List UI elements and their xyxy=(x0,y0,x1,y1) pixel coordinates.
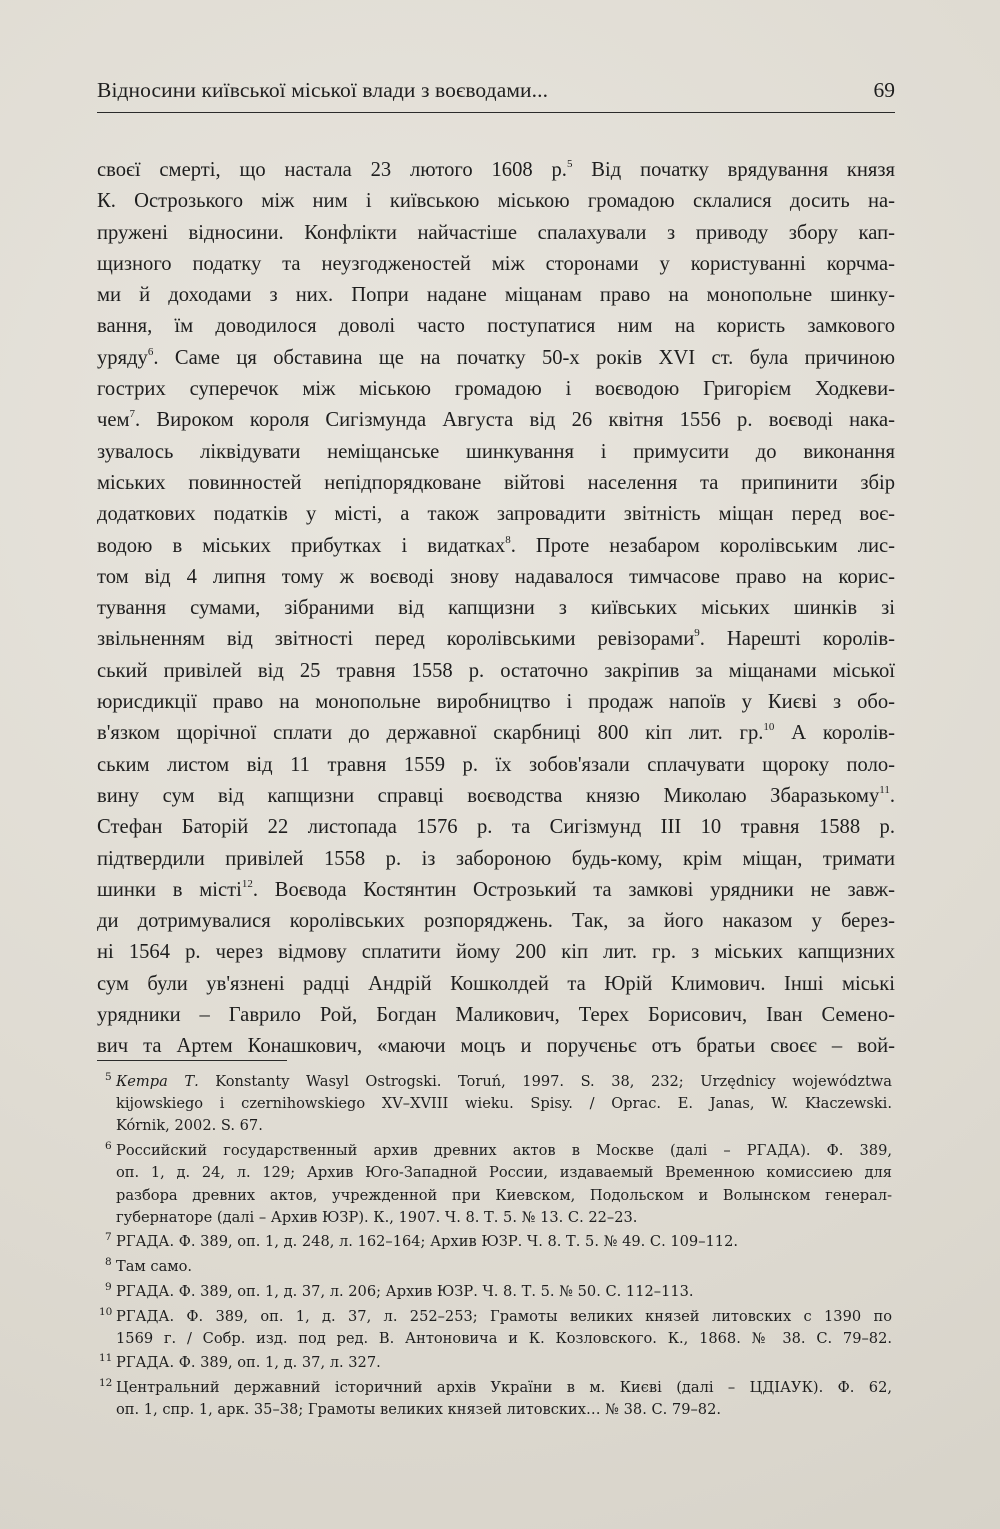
footnote-line: kijowskiego i czernihowskiego XV–XVIII wieku. Spisy. / Oprac. E. Janas, W. Kłaczewski. xyxy=(116,1095,892,1113)
footnote-line: РГАДА. Ф. 389, оп. 1, д. 37, л. 206; Архив ЮЗР. Ч. 8. Т. 5. № 50. С. 112–113. xyxy=(116,1282,694,1300)
footnote-line: оп. 1, спр. 1, арк. 35–38; Грамоты великих князей литовских… № 38. С. 79–82. xyxy=(116,1401,721,1419)
footnote-divider xyxy=(97,1060,287,1061)
footnote-line: губернаторе (далі – Архив ЮЗР). К., 1907. Ч. 8. Т. 5. № 13. С. 22–23. xyxy=(116,1208,638,1226)
footnote-number: 7 xyxy=(105,1231,112,1244)
footnote-ref[interactable]: 12 xyxy=(241,877,253,890)
text-line: своєї смерті, що настала 23 лютого 1608 р.$^5$ Від початку врядування князя xyxy=(97,158,895,181)
footnote-number: 12 xyxy=(99,1377,113,1390)
footnote-11 xyxy=(97,1352,892,1374)
text-line: чем$^7$. Вироком короля Сигізмунда Августа від 26 квітня 1556 р. воєводі нака- xyxy=(97,408,895,432)
footnote-line: оп. 1, д. 24, л. 129; Архив Юго-Западной России, издаваемый Временною комиссиею для xyxy=(116,1164,892,1182)
footnote-ref[interactable]: 9 xyxy=(694,627,700,640)
text-line: вання, їм доводилося доволі часто поступатися ним на користь замкового xyxy=(97,315,895,338)
text-line: пружені відносини. Конфлікти найчастіше спалахували з приводу збору кап- xyxy=(97,221,895,244)
footnote-line: Там само. xyxy=(116,1258,193,1276)
footnotes xyxy=(97,1071,892,1424)
footnote-ref[interactable]: 10 xyxy=(763,721,775,734)
text-line: в'язком щорічної сплати до державної скарбниці 800 кіп лит. гр.$^{10}$ А королів- xyxy=(97,721,896,745)
footnote-line: Центральний державний історичний архів України в м. Києві (далі – ЦДІАУК). Ф. 62, xyxy=(116,1379,892,1397)
main-text xyxy=(97,155,895,1063)
footnote-5 xyxy=(97,1071,892,1138)
footnote-ref[interactable]: 7 xyxy=(129,408,136,421)
text-line: том від 4 липня тому ж воєводі знову надавалося тимчасове право на корис- xyxy=(97,565,895,588)
text-line: зувалось ліквідувати неміщанське шинкування і примусити до виконання xyxy=(97,440,895,463)
footnote-line: разбора древних актов, учрежденной при Киевском, Подольском и Волынском генерал- xyxy=(116,1186,892,1204)
footnote-7 xyxy=(97,1231,892,1253)
text-line: ми й доходами з них. Попри надане міщанам право на монопольне шинку- xyxy=(97,284,895,307)
text-line: міських повинностей непідпорядковане війтові населення та припинити збір xyxy=(97,471,895,494)
footnote-line: Kórnik, 2002. S. 67. xyxy=(116,1117,263,1135)
footnote-number: 5 xyxy=(105,1071,112,1083)
text-line: уряду$^6$. Саме ця обставина ще на початку 50-х років XVI ст. була причиною xyxy=(97,345,895,369)
text-line: ні 1564 р. через відмову сплатити йому 200 кіп лит. гр. з міських капщизних xyxy=(97,941,895,964)
footnote-ref[interactable]: 5 xyxy=(566,158,573,170)
text-line: тування сумами, зібраними від капщизни з київських міських шинків зі xyxy=(97,597,895,620)
text-line: ди дотримувалися королівських розпоряджень. Так, за його наказом у берез- xyxy=(97,910,895,933)
text-line: гострих суперечок між міською громадою і воєводою Григорієм Ходкеви- xyxy=(97,378,895,401)
footnote-line: РГАДА. Ф. 389, оп. 1, д. 248, л. 162–164; Архив ЮЗР. Ч. 8. Т. 5. № 49. С. 109–112. xyxy=(116,1233,739,1251)
footnote-9 xyxy=(97,1281,892,1303)
footnote-line: 1569 г. / Собр. изд. под ред. В. Антоновича и К. Козловского. К., 1868. № 38. С. 79–82. xyxy=(116,1329,892,1347)
text-line: урядники – Гаврило Рой, Богдан Маликович, Терех Борисович, Іван Семено- xyxy=(97,1004,895,1027)
text-line: сум були ув'язнені радці Андрій Кошколдей та Юрій Климович. Інші міські xyxy=(97,972,895,995)
text-line: ським листом від 11 травня 1559 р. їх зобов'язали сплачувати щороку поло- xyxy=(97,753,895,776)
footnote-10 xyxy=(97,1306,892,1350)
text-line: підтвердили привілей 1558 р. із забороною будь-кому, крім міщан, тримати xyxy=(97,847,895,870)
text-line: водою в міських прибутках і видатках$^8$. Проте незабаром королівським лис- xyxy=(97,533,895,557)
footnote-number: 11 xyxy=(99,1352,113,1365)
footnote-number: 10 xyxy=(99,1305,113,1318)
footnote-line: РГАДА. Ф. 389, оп. 1, д. 37, л. 252–253; Грамоты великих князей литовских с 1390 по xyxy=(116,1307,892,1325)
footnote-number: 6 xyxy=(105,1140,112,1153)
text-line: К. Острозького між ним і київською міською громадою склалися досить на- xyxy=(97,190,895,213)
footnote-8 xyxy=(97,1256,892,1278)
text-line: шинки в місті$^{12}$. Воєвода Костянтин Острозький та замкові урядники не завж- xyxy=(97,877,895,901)
footnote-number: 8 xyxy=(105,1256,112,1269)
footnote-6 xyxy=(97,1140,892,1229)
text-line: щизного податку та неузгодженостей між сторонами у користуванні корчма- xyxy=(97,252,895,275)
footnote-line: РГАДА. Ф. 389, оп. 1, д. 37, л. 327. xyxy=(116,1354,381,1372)
footnote-line: Российский государственный архив древних актов в Москве (далі – РГАДА). Ф. 389, xyxy=(116,1142,892,1160)
text-line: вину сум від капщизни справці воєводства князю Миколаю Збаразькому$^{11}$. xyxy=(97,783,895,807)
page-number: 69 xyxy=(873,78,895,102)
footnote-number: 9 xyxy=(105,1280,112,1293)
footnote-line: Кетра Т. Konstanty Wasyl Ostrogski. Toruń, 1997. S. 38, 232; Urzędnicy województwa xyxy=(116,1073,893,1090)
text-line: вич та Артем Конашкович, «маючи моцъ и поручєньє отъ братьи своєє – вой- xyxy=(97,1035,895,1058)
footnote-ref[interactable]: 8 xyxy=(505,533,511,546)
text-line: звільненням від звітності перед королівськими ревізорами$^9$. Нарешті королів- xyxy=(97,627,895,651)
text-line: Стефан Баторій 22 листопада 1576 р. та Сигізмунд III 10 травня 1588 р. xyxy=(97,816,895,839)
footnote-12 xyxy=(97,1377,892,1421)
footnote-ref[interactable]: 6 xyxy=(147,345,154,358)
text-line: ський привілей від 25 травня 1558 р. остаточно закріпив за міщанами міської xyxy=(97,659,895,682)
running-header xyxy=(97,78,895,113)
text-line: юрисдикції право на монопольне виробництво і продаж напоїв у Києві з обо- xyxy=(97,691,895,714)
text-line: додаткових податків у місті, а також запровадити звітність міщан перед воє- xyxy=(97,503,895,526)
running-header-title: Відносини київської міської влади з воєводами... xyxy=(97,78,549,102)
footnote-ref[interactable]: 11 xyxy=(879,783,890,796)
